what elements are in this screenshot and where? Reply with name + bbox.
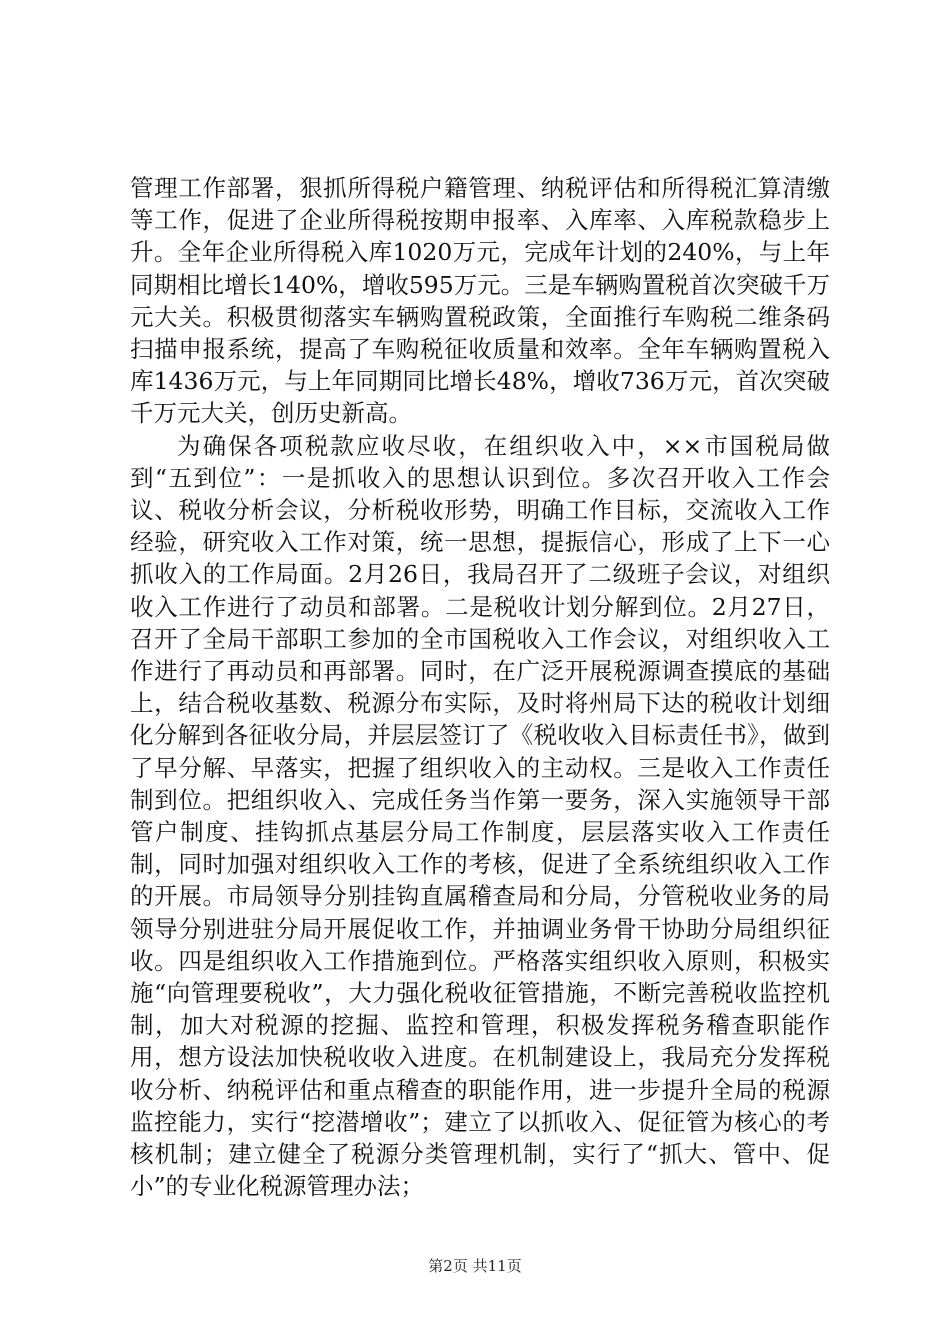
document-body <box>130 172 830 1203</box>
paragraph-continued: 管理工作部署，狠抓所得税户籍管理、纳税评估和所得税汇算清缴等工作，促进了企业所得税按期申报率、入库率、入库税款稳步上升。全年企业所得税入库1020万元，完成年计划的240%，与上年同期相比增长140%，增收595万元。三是车辆购置税首次突破千万元大关。积极贯彻落实车辆购置税政策，全面推行车购税二维条码扫描申报系统，提高了车购税征收质量和效率。全年车辆购置税入库1436万元，与上年同期同比增长48%，增收736万元，首次突破千万元大关，创历史新高。 <box>130 174 830 428</box>
page-number-footer: 第2页 共11页 <box>428 1257 522 1275</box>
paragraph-five-measures: 为确保各项税款应收尽收，在组织收入中，××市国税局做到“五到位”：一是抓收入的思想认识到位。多次召开收入工作会议、税收分析会议，分析税收形势，明确工作目标，交流收入工作经验，研究收入工作对策，统一思想，提振信心，形成了上下一心抓收入的工作局面。2月26日，我局召开了二级班子会议，对组织收入工作进行了动员和部署。二是税收计划分解到位。2月27日，召开了全局干部职工参加的全市国税收入工作会议，对组织收入工作进行了再动员和再部署。同时，在广泛开展税源调查摸底的基础上，结合税收基数、税源分布实际，及时将州局下达的税收计划细化分解到各征收分局，并层层签订了《税收收入目标责任书》，做到了早分解、早落实，把握了组织收入的主动权。三是收入工作责任制到位。把组织收入、完成任务当作第一要务，深入实施领导干部管户制度、挂钩抓点基层分局工作制度，层层落实收入工作责任制，同时加强对组织收入工作的考核，促进了全系统组织收入工作的开展。市局领导分别挂钩直属稽查局和分局，分管税收业务的局领导分别进驻分局开展促收工作，并抽调业务骨干协助分局组织征收。四是组织收入工作措施到位。严格落实组织收入原则，积极实施“向管理要税收”，大力强化税收征管措施，不断完善税收监控机制，加大对税源的挖掘、监控和管理，积极发挥税务稽查职能作用，想方设法加快税收收入进度。在机制建设上，我局充分发挥税收分析、纳税评估和重点稽查的职能作用，进一步提升全局的税源监控能力，实行“挖潜增收”；建立了以抓收入、促征管为核心的考核机制；建立健全了税源分类管理机制，实行了“抓大、管中、促小”的专业化税源管理办法； <box>130 431 830 1201</box>
